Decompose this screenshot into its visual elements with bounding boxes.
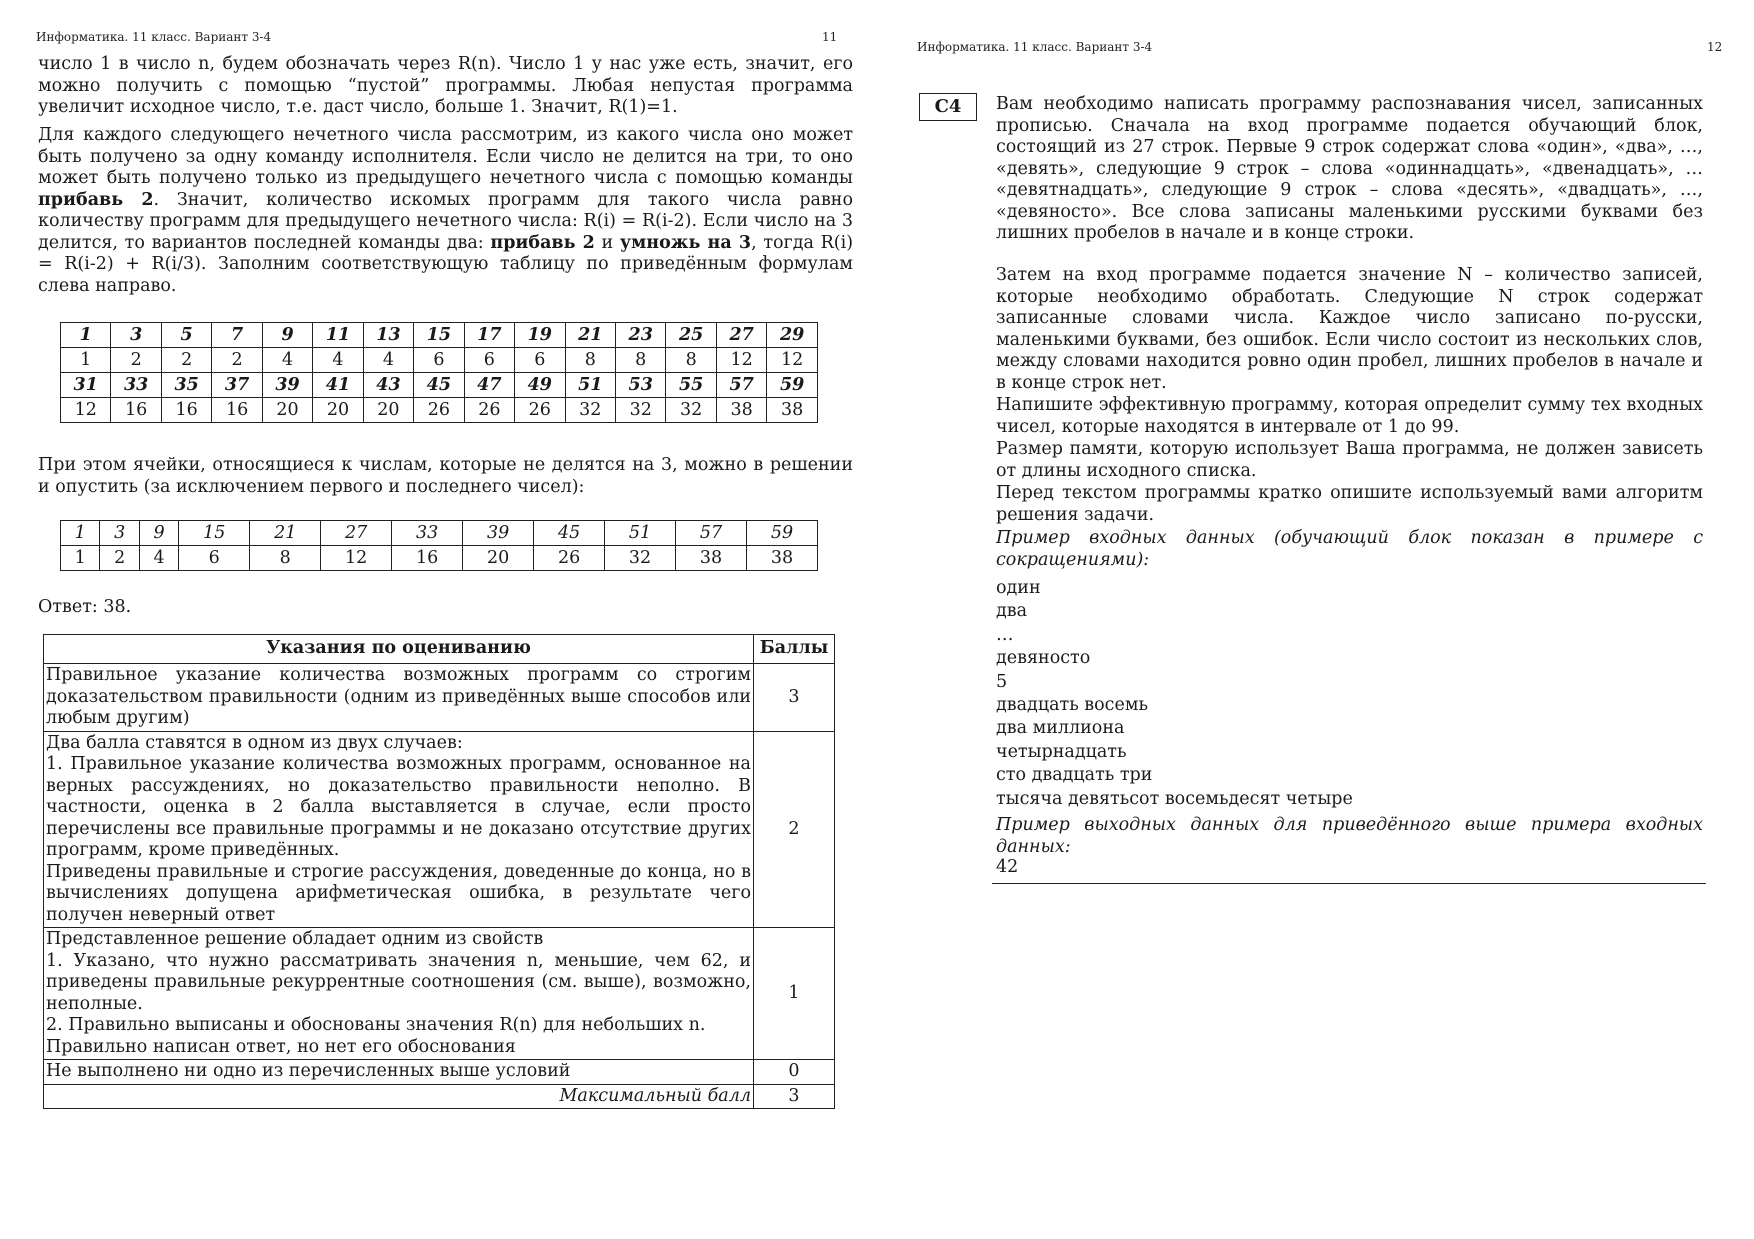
para-text: Для каждого следующего нечетного числа рассмотрим, из какого числа оно может быть получено за одну команду исполнителя. Если число не делится на три, то оно может быть получено только из предыдущего нечетного числа с помощью команды bbox=[38, 125, 853, 188]
table-cell: 26 bbox=[414, 398, 464, 423]
table-cell: 11 bbox=[313, 323, 363, 348]
table-cell: 2 bbox=[100, 546, 139, 571]
table-cell: 2 bbox=[161, 348, 211, 373]
table-cell: 38 bbox=[676, 546, 747, 571]
table-cell: 1 bbox=[61, 546, 100, 571]
table-cell: 7 bbox=[212, 323, 262, 348]
table-cell: 55 bbox=[666, 373, 716, 398]
page-number-left: 11 bbox=[822, 30, 838, 44]
table-cell: 4 bbox=[262, 348, 312, 373]
table-cell: 21 bbox=[250, 521, 321, 546]
criteria-line: Два балла ставятся в одном из двух случаев: bbox=[46, 732, 463, 753]
input-line: два миллиона bbox=[996, 718, 1125, 739]
bottom-rule bbox=[992, 883, 1706, 884]
table-cell: 13 bbox=[363, 323, 413, 348]
command-add: прибавь 2 bbox=[490, 232, 595, 253]
table-cell: 20 bbox=[363, 398, 413, 423]
paragraph-recurrence bbox=[38, 125, 853, 297]
table-cell: 9 bbox=[262, 323, 312, 348]
table-cell: 15 bbox=[179, 521, 250, 546]
grading-header-criteria: Указания по оцениванию bbox=[44, 635, 754, 664]
table-cell: 8 bbox=[666, 348, 716, 373]
input-line: четырнадцать bbox=[996, 741, 1127, 762]
table-cell: 3 bbox=[100, 521, 139, 546]
table-cell: 12 bbox=[61, 398, 111, 423]
paragraph-short-table: При этом ячейки, относящиеся к числам, которые не делятся на 3, можно в решении и опустить (за исключением первого и последнего чисел): bbox=[38, 455, 853, 497]
table-cell: 49 bbox=[515, 373, 565, 398]
table-cell: 37 bbox=[212, 373, 262, 398]
criteria-line: Приведены правильные и строгие рассуждения, доведенные до конца, но в вычислениях допущена арифметическая ошибка, в результате чего получен неверный ответ bbox=[46, 861, 751, 925]
grading-criteria bbox=[44, 928, 754, 1060]
criteria-line: Правильное указание количества возможных программ со строгим доказательством правильности (одним из приведённых выше способов или любым другим) bbox=[46, 665, 751, 728]
para-text: . Значит, количество искомых программ для такого числа равно количеству программ для предыдущего нечетного числа: R(i) = R(i-2). Если число на 3 делится, то вариантов последней команды два: bbox=[38, 189, 854, 253]
short-values-table bbox=[60, 520, 818, 571]
table-cell: 16 bbox=[212, 398, 262, 423]
table-cell: 26 bbox=[515, 398, 565, 423]
input-line: тысяча девятьсот восемьдесят четыре bbox=[996, 788, 1353, 809]
command-multiply: умножь на 3 bbox=[619, 232, 752, 253]
table-cell: 4 bbox=[139, 546, 178, 571]
table-cell: 31 bbox=[61, 373, 111, 398]
table-row bbox=[61, 521, 818, 546]
right-page bbox=[877, 0, 1754, 1239]
table-cell: 6 bbox=[464, 348, 514, 373]
input-example-heading: Пример входных данных (обучающий блок показан в примере с сокращениями): bbox=[996, 528, 1703, 570]
table-cell: 20 bbox=[262, 398, 312, 423]
table-row bbox=[61, 373, 818, 398]
output-example-value: 42 bbox=[996, 857, 1019, 877]
table-cell: 38 bbox=[767, 398, 818, 423]
table-cell: 2 bbox=[111, 348, 161, 373]
table-cell: 1 bbox=[61, 348, 111, 373]
table-cell: 16 bbox=[161, 398, 211, 423]
table-cell: 43 bbox=[363, 373, 413, 398]
table-cell: 32 bbox=[565, 398, 615, 423]
table-cell: 6 bbox=[414, 348, 464, 373]
table-cell: 4 bbox=[363, 348, 413, 373]
table-cell: 51 bbox=[605, 521, 676, 546]
table-cell: 32 bbox=[666, 398, 716, 423]
table-cell: 57 bbox=[676, 521, 747, 546]
table-cell: 5 bbox=[161, 323, 211, 348]
task-paragraph-3: Напишите эффективную программу, которая определит сумму тех входных чисел, которые находятся в интервале от 1 до 99. bbox=[996, 395, 1703, 437]
criteria-line: 1. Указано, что нужно рассматривать значения n, меньшие, чем 62, и приведены правильные рекуррентные соотношения (см. выше), возможно, неполные. bbox=[46, 950, 751, 1014]
input-line: двадцать восемь bbox=[996, 695, 1148, 715]
task-paragraph-4: Размер памяти, которую использует Ваша программа, не должен зависеть от длины исходного списка. bbox=[996, 439, 1703, 481]
criteria-line: Представленное решение обладает одним из свойств bbox=[46, 929, 544, 949]
max-score-value: 3 bbox=[754, 1084, 835, 1109]
table-cell: 17 bbox=[464, 323, 514, 348]
task-paragraph-2: Затем на вход программе подается значение N – количество записей, которые необходимо обработать. Следующие N строк содержат записанные словами числа. Каждое число записано по-русски, маленькими буквами, без ошибок. Если число состоит из нескольких слов, между словами находится ровно один пробел, лишних пробелов в начале и в конце строк нет. bbox=[996, 265, 1703, 393]
grading-points: 2 bbox=[754, 731, 835, 928]
table-cell: 8 bbox=[615, 348, 665, 373]
table-cell: 25 bbox=[666, 323, 716, 348]
grading-row bbox=[44, 731, 835, 928]
table-row bbox=[61, 546, 818, 571]
input-line: сто двадцать три bbox=[996, 765, 1153, 786]
command-add: прибавь 2 bbox=[38, 189, 154, 210]
table-cell: 32 bbox=[615, 398, 665, 423]
table-cell: 33 bbox=[111, 373, 161, 398]
table-cell: 6 bbox=[515, 348, 565, 373]
grading-row bbox=[44, 664, 835, 732]
table-cell: 35 bbox=[161, 373, 211, 398]
table-cell: 15 bbox=[414, 323, 464, 348]
grading-header-points: Баллы bbox=[754, 635, 835, 664]
table-row bbox=[61, 323, 818, 348]
page-number-right: 12 bbox=[1707, 40, 1723, 54]
table-cell: 59 bbox=[767, 373, 818, 398]
table-cell: 57 bbox=[716, 373, 766, 398]
header-title-left: Информатика. 11 класс. Вариант 3-4 bbox=[36, 30, 272, 44]
table-cell: 1 bbox=[61, 521, 100, 546]
input-line: девяносто bbox=[996, 648, 1091, 669]
table-cell: 12 bbox=[767, 348, 818, 373]
output-example-heading: Пример выходных данных для приведённого выше примера входных данных: bbox=[996, 815, 1703, 857]
input-line: … bbox=[996, 624, 1014, 645]
criteria-line: 1. Правильное указание количества возможных программ, основанное на верных рассуждениях, но доказательство правильности неполно. В частности, оценка в 2 балла выставляется в случае, если просто перечислены все правильные программы и не доказано отсутствие других программ, кроме приведённых. bbox=[46, 754, 751, 860]
grading-points: 3 bbox=[754, 664, 835, 732]
table-cell: 29 bbox=[767, 323, 818, 348]
table-cell: 47 bbox=[464, 373, 514, 398]
table-cell: 20 bbox=[313, 398, 363, 423]
table-cell: 16 bbox=[392, 546, 463, 571]
table-cell: 19 bbox=[515, 323, 565, 348]
table-row bbox=[61, 398, 818, 423]
task-label: C4 bbox=[919, 93, 977, 121]
table-cell: 39 bbox=[262, 373, 312, 398]
grading-max-row bbox=[44, 1084, 835, 1109]
table-cell: 23 bbox=[615, 323, 665, 348]
table-cell: 59 bbox=[747, 521, 818, 546]
table-cell: 32 bbox=[605, 546, 676, 571]
input-line: 5 bbox=[996, 671, 1008, 692]
table-cell: 8 bbox=[250, 546, 321, 571]
grading-criteria bbox=[44, 731, 754, 928]
table-cell: 21 bbox=[565, 323, 615, 348]
full-values-table bbox=[60, 322, 818, 423]
table-cell: 45 bbox=[534, 521, 605, 546]
table-cell: 45 bbox=[414, 373, 464, 398]
table-cell: 9 bbox=[139, 521, 178, 546]
table-cell: 16 bbox=[111, 398, 161, 423]
grading-criteria bbox=[44, 1060, 754, 1085]
criteria-line: Правильно написан ответ, но нет его обоснования bbox=[46, 1036, 516, 1057]
table-cell: 1 bbox=[61, 323, 111, 348]
table-cell: 33 bbox=[392, 521, 463, 546]
table-cell: 51 bbox=[565, 373, 615, 398]
table-cell: 12 bbox=[716, 348, 766, 373]
input-line: один bbox=[996, 578, 1041, 598]
paragraph-intro: число 1 в число n, будем обозначать через R(n). Число 1 у нас уже есть, значит, его можно получить с помощью “пустой” программы. Любая непустая программа увеличит исходное число, т.е. даст число, больше 1. Значит, R(1)=1. bbox=[38, 54, 853, 117]
table-cell: 38 bbox=[716, 398, 766, 423]
table-cell: 27 bbox=[321, 521, 392, 546]
table-cell: 26 bbox=[534, 546, 605, 571]
para-text: и bbox=[594, 232, 620, 253]
table-cell: 4 bbox=[313, 348, 363, 373]
table-cell: 41 bbox=[313, 373, 363, 398]
grading-criteria bbox=[44, 664, 754, 732]
task-paragraph-5: Перед текстом программы кратко опишите используемый вами алгоритм решения задачи. bbox=[996, 483, 1703, 525]
grading-points: 0 bbox=[754, 1060, 835, 1085]
max-score-label: Максимальный балл bbox=[44, 1084, 754, 1109]
answer: Ответ: 38. bbox=[38, 597, 132, 617]
table-cell: 3 bbox=[111, 323, 161, 348]
header-title-right: Информатика. 11 класс. Вариант 3-4 bbox=[917, 40, 1153, 54]
task-paragraph-1: Вам необходимо написать программу распознавания чисел, записанных прописью. Сначала на вход программе подается обучающий блок, состоящий из 27 строк. Первые 9 строк содержат слова «один», «два», …, «девять», следующие 9 строк – слова «одиннадцать», «двенадцать», … «девятнадцать», следующие 9 строк – слова «десять», «двадцать», …, «девяносто». Все слова записаны маленькими русскими буквами без лишних пробелов в начале и в конце строки. bbox=[996, 94, 1703, 243]
table-cell: 38 bbox=[747, 546, 818, 571]
table-cell: 6 bbox=[179, 546, 250, 571]
table-row bbox=[61, 348, 818, 373]
table-cell: 26 bbox=[464, 398, 514, 423]
table-cell: 20 bbox=[463, 546, 534, 571]
grading-table bbox=[43, 634, 835, 1109]
input-line: два bbox=[996, 601, 1028, 622]
table-cell: 39 bbox=[463, 521, 534, 546]
table-cell: 53 bbox=[615, 373, 665, 398]
table-cell: 2 bbox=[212, 348, 262, 373]
table-cell: 12 bbox=[321, 546, 392, 571]
para-text: , тогда R(i) = R(i-2) + R(i/3). Заполним соответствующую таблицу по приведённым формулам слева направо. bbox=[38, 232, 854, 296]
grading-row bbox=[44, 928, 835, 1060]
table-cell: 27 bbox=[716, 323, 766, 348]
criteria-line: Не выполнено ни одно из перечисленных выше условий bbox=[46, 1061, 571, 1081]
grading-row bbox=[44, 1060, 835, 1085]
table-cell: 8 bbox=[565, 348, 615, 373]
grading-points: 1 bbox=[754, 928, 835, 1060]
criteria-line: 2. Правильно выписаны и обоснованы значения R(n) для небольших n. bbox=[46, 1015, 706, 1035]
